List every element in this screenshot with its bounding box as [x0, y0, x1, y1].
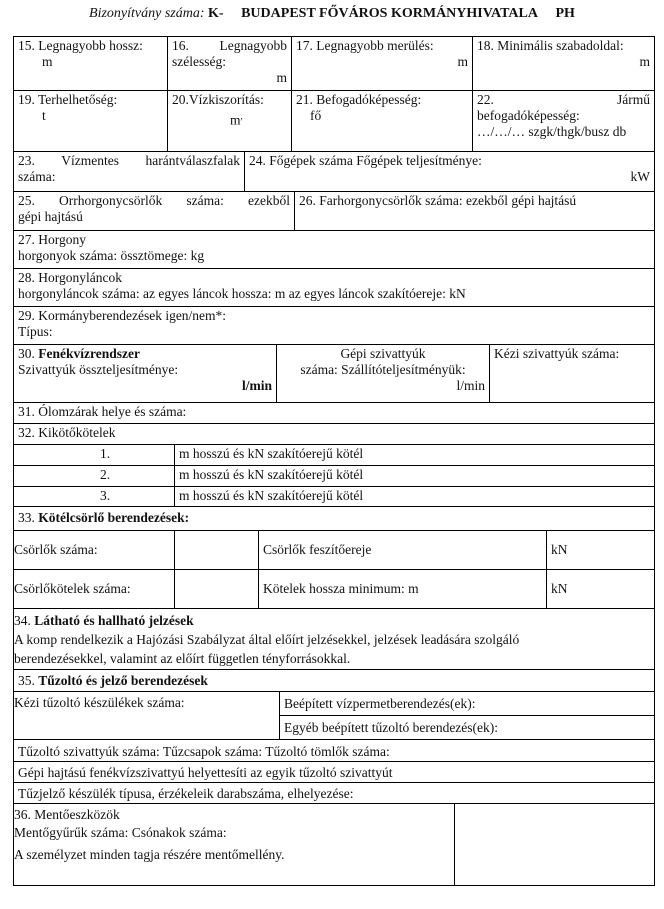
cell-32-mooring-title: [14, 424, 654, 445]
data-sheet-table: [13, 36, 655, 886]
section-title: 29. Kormányberendezések igen/nem*:: [18, 308, 227, 323]
field-label: 15. Legnagyobb hossz:: [18, 38, 143, 53]
cell-30-bilge-system: [14, 345, 277, 403]
certificate-number-label: Bizonyítvány száma:: [89, 6, 209, 21]
field-label-cont: szélesség:: [172, 54, 226, 69]
other-fire-systems: Egyéb beépített tűzoltó berendezés(ek):: [280, 716, 654, 740]
winch-count-label: Csörlők száma:: [14, 531, 175, 570]
cell-22-vehicle-capacity: [473, 91, 654, 152]
field-label: 31. Ólomzárak helye és száma:: [18, 404, 187, 419]
field-line: Mentőgyűrűk száma: Csónakok száma:: [14, 825, 227, 840]
unit-text: m: [276, 70, 287, 85]
field-label: 25. Orrhorgonycsörlők száma: ezekből: [18, 193, 290, 208]
section-title: 36. Mentőeszközök: [14, 807, 120, 822]
field-label-cont: száma:: [18, 169, 56, 184]
unit-text: m: [457, 54, 468, 69]
winch-rope-count-value: [175, 570, 259, 609]
certificate-prefix: K-: [208, 6, 224, 21]
fire-detector-info: Tűzjelző készülék típusa, érzékeleik darabszáma, elhelyezése:: [14, 783, 654, 804]
field-label: 24. Főgépek száma Főgépek teljesítménye:: [249, 153, 482, 168]
rope-strength-unit: kN: [547, 570, 654, 609]
field-label: 23. Vízmentes harántválaszfalak: [18, 153, 240, 168]
fire-pumps-hydrants-hoses: Tűzoltó szivattyúk száma: Tűzcsapok száma: Tűzoltó tömlők száma:: [14, 740, 654, 762]
cell-36-blank: [455, 804, 654, 885]
section-title: 28. Horgonyláncok: [18, 270, 122, 285]
cell-30-manual-pumps: [490, 345, 654, 403]
section-number: 34.: [14, 613, 35, 628]
signals-text-cont: berendezésekkel, valamint az előírt független tényforrásokkal.: [14, 651, 351, 666]
rope-desc-3: m hosszú és kN szakítóerejű kötél: [175, 487, 654, 507]
field-label: 21. Befogadóképesség:: [296, 92, 422, 107]
rope-num-3: 3.: [14, 487, 175, 507]
cell-23-bulkheads: [14, 152, 245, 192]
unit-text: m: [230, 112, 241, 128]
field-line: horgonyok száma: össztömege: kg: [18, 248, 205, 263]
unit-text: t: [42, 108, 46, 123]
winch-tension-unit: kN: [547, 531, 654, 570]
cell-17-max-draught: [292, 37, 473, 91]
field-label-cont: gépi hajtású: [18, 209, 83, 224]
cell-34-signals: [14, 609, 654, 670]
portable-extinguishers: Kézi tűzoltó készülékek száma:: [14, 692, 280, 740]
cell-21-passenger-capacity: [292, 91, 473, 152]
field-label: 18. Minimális szabadoldal:: [477, 38, 624, 53]
field-label: 19. Terhelhetőség:: [18, 92, 118, 107]
section-number: 33.: [18, 510, 39, 525]
authority-name: BUDAPEST FŐVÁROS KORMÁNYHIVATALA: [241, 6, 538, 21]
cell-25-bow-windlass: [14, 192, 295, 231]
section-title: 32. Kikötőkötelek: [18, 425, 116, 440]
unit-text: l/min: [241, 378, 272, 393]
unit-text: l/min: [456, 378, 485, 393]
cell-30-powered-pumps: [277, 345, 490, 403]
field-label: 22. Jármű: [477, 92, 650, 107]
field-line: száma: Szállítóteljesítményük:: [300, 362, 466, 377]
winch-tension-label: Csörlők feszítőereje: [259, 531, 547, 570]
field-line: Típus:: [18, 324, 53, 339]
cell-16-max-width: [168, 37, 292, 91]
section-number: 35.: [18, 673, 39, 688]
cell-28-anchor-chains: [14, 269, 654, 307]
section-title: Kötélcsörlő berendezések:: [38, 510, 190, 525]
cell-29-steering-gear: [14, 307, 654, 345]
stamp-mark: PH: [555, 6, 575, 21]
life-vest-text: A személyzet minden tagja részére mentőmellény.: [14, 847, 285, 862]
unit-wrap: m,: [230, 111, 243, 128]
cell-27-anchor: [14, 231, 654, 269]
field-line: Szivattyúk összteljesítménye:: [18, 362, 179, 377]
cell-20-displacement: [168, 91, 292, 152]
section-title: Tűzoltó és jelző berendezések: [38, 673, 208, 688]
cell-36-life-saving: [14, 804, 455, 885]
section-number: 30.: [18, 346, 39, 361]
sprinkler-systems: Beépített vízpermetberendezés(ek):: [280, 692, 654, 716]
cell-15-max-length: [14, 37, 168, 91]
section-title: Látható és hallható jelzések: [34, 613, 194, 628]
cell-33-winch-title: [14, 507, 654, 531]
field-title: Gépi szivattyúk: [340, 346, 426, 361]
field-label: Kézi szivattyúk száma:: [494, 346, 620, 361]
signals-text: A komp rendelkezik a Hajózási Szabályzat által előírt jelzésekkel, jelzések leadására szolgáló: [14, 632, 520, 647]
unit-text: kW: [630, 169, 650, 184]
cell-19-load-capacity: [14, 91, 168, 152]
field-label: 20.Vízkiszorítás:: [172, 92, 264, 107]
cell-31-seals: [14, 403, 654, 424]
rope-desc-2: m hosszú és kN szakítóerejű kötél: [175, 466, 654, 487]
section-title: Fenékvízrendszer: [38, 346, 140, 361]
field-label: 16. Legnagyobb: [172, 38, 287, 53]
section-title-wrap: [14, 611, 654, 630]
winch-rope-count-label: Csörlőkötelek száma:: [14, 570, 175, 609]
rope-min-length-label: Kötelek hossza minimum: m: [259, 570, 547, 609]
rope-num-1: 1.: [14, 445, 175, 466]
cell-26-stern-windlass: [295, 192, 654, 231]
field-label: 17. Legnagyobb merülés:: [296, 38, 434, 53]
section-title-wrap: [18, 346, 272, 362]
unit-text: m: [639, 54, 650, 69]
page-header: [0, 6, 664, 22]
field-label: 26. Farhorgonycsörlők száma: ezekből gépi hajtású: [299, 193, 577, 208]
field-label-cont: befogadóképesség:: [477, 108, 580, 123]
unit-text: fő: [310, 108, 322, 123]
bilge-pump-replacement: Gépi hajtású fenékvízszivattyú helyettesíti az egyik tűzoltó szivattyút: [14, 762, 654, 783]
winch-count-value: [175, 531, 259, 570]
section-title: 27. Horgony: [18, 232, 87, 247]
unit-text: …/…/… szgk/thgk/busz db: [477, 124, 627, 139]
field-line: horgonyláncok száma: az egyes láncok hossza: m az egyes láncok szakítóereje: kN: [18, 286, 466, 301]
cell-18-min-freeboard: [473, 37, 654, 91]
cell-35-fire-title: [14, 670, 654, 692]
rope-num-2: 2.: [14, 466, 175, 487]
unit-text: m: [42, 54, 53, 69]
cell-24-main-engines: [245, 152, 654, 192]
rope-desc-1: m hosszú és kN szakítóerejű kötél: [175, 445, 654, 466]
